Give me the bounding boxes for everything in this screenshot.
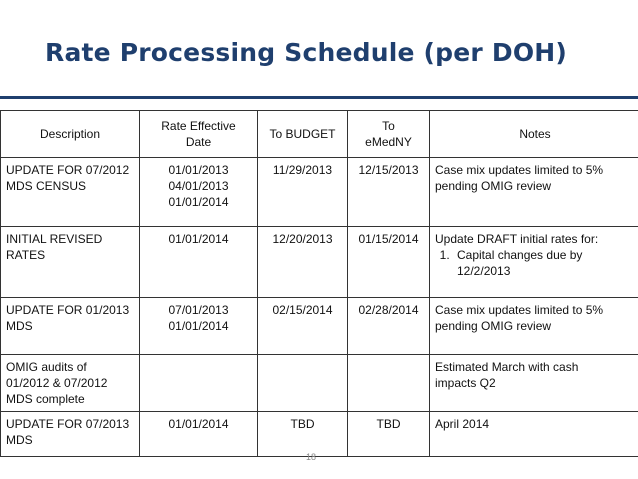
header-to-emedny: To eMedNY bbox=[348, 111, 430, 158]
row-to-emedny: 02/28/2014 bbox=[348, 298, 430, 355]
table-row bbox=[1, 227, 638, 298]
row-rate-effective-dates: 01/01/2013 04/01/2013 01/01/2014 bbox=[140, 158, 258, 227]
page-number: 18 bbox=[306, 452, 317, 462]
notes-list-item: 1. Capital changes due by 12/2/2013 bbox=[453, 247, 635, 279]
row-to-budget bbox=[258, 355, 348, 412]
row-rate-effective-dates: 01/01/2014 bbox=[140, 412, 258, 457]
table-header-row bbox=[1, 111, 638, 158]
table-row bbox=[1, 298, 638, 355]
header-rate-effective-date: Rate Effective Date bbox=[140, 111, 258, 158]
row-to-budget: 02/15/2014 bbox=[258, 298, 348, 355]
header-to-budget: To BUDGET bbox=[258, 111, 348, 158]
row-to-budget: TBD bbox=[258, 412, 348, 457]
row-to-emedny: 01/15/2014 bbox=[348, 227, 430, 298]
notes-list bbox=[435, 247, 635, 279]
row-to-emedny: 12/15/2013 bbox=[348, 158, 430, 227]
row-description: UPDATE FOR 07/2012 MDS CENSUS bbox=[1, 158, 140, 227]
row-notes: Case mix updates limited to 5% pending OMIG review bbox=[430, 158, 638, 227]
row-to-emedny: TBD bbox=[348, 412, 430, 457]
page-title: Rate Processing Schedule (per DOH) bbox=[45, 38, 568, 67]
row-rate-effective-dates bbox=[140, 355, 258, 412]
table-row bbox=[1, 412, 638, 457]
row-notes: April 2014 bbox=[430, 412, 638, 457]
row-to-budget: 12/20/2013 bbox=[258, 227, 348, 298]
header-description: Description bbox=[1, 111, 140, 158]
row-notes: Case mix updates limited to 5% pending OMIG review bbox=[430, 298, 638, 355]
row-description: INITIAL REVISED RATES bbox=[1, 227, 140, 298]
row-notes: Estimated March with cash impacts Q2 bbox=[430, 355, 638, 412]
row-to-emedny bbox=[348, 355, 430, 412]
title-divider bbox=[0, 96, 638, 99]
table-row bbox=[1, 158, 638, 227]
row-rate-effective-dates: 07/01/2013 01/01/2014 bbox=[140, 298, 258, 355]
row-description: UPDATE FOR 07/2013 MDS bbox=[1, 412, 140, 457]
row-to-budget: 11/29/2013 bbox=[258, 158, 348, 227]
row-description: OMIG audits of 01/2012 & 07/2012 MDS complete bbox=[1, 355, 140, 412]
row-notes: Update DRAFT initial rates for: 1. Capital changes due by 12/2/2013 bbox=[430, 227, 638, 298]
table-row bbox=[1, 355, 638, 412]
schedule-table bbox=[0, 110, 638, 457]
header-notes: Notes bbox=[430, 111, 638, 158]
row-rate-effective-dates: 01/01/2014 bbox=[140, 227, 258, 298]
row-description: UPDATE FOR 01/2013 MDS bbox=[1, 298, 140, 355]
